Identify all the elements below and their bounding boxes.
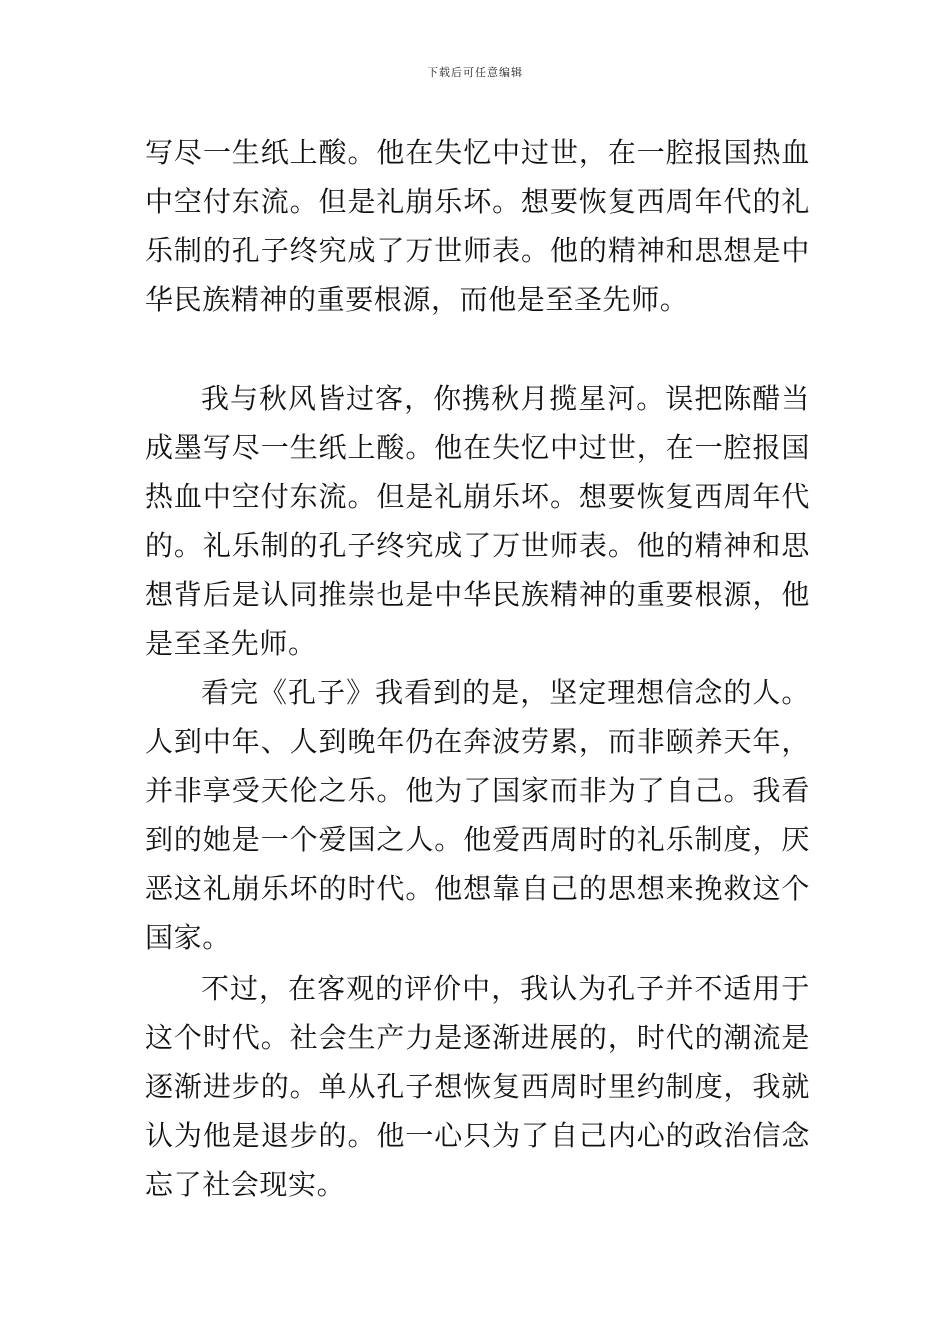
paragraph-2 <box>145 374 810 668</box>
page-header-note: 下载后可任意编辑 <box>427 66 523 79</box>
paragraph-2-text: 我与秋风皆过客，你携秋月揽星河。误把陈醋当成墨写尽一生纸上酸。他在失忆中过世，在一腔报国热血中空付东流。但是礼崩乐坏。想要恢复西周年代的。礼乐制的孔子终究成了万世师表。他的精神和思想背后是认同推崇也是中华民族精神的重要根源，他是至圣先师。 <box>145 382 810 660</box>
paragraph-3 <box>145 668 810 962</box>
paragraph-4-text: 不过，在客观的评价中，我认为孔子并不适用于这个时代。社会生产力是逐渐进展的，时代的潮流是逐渐进步的。单从孔子想恢复西周时里约制度，我就认为他是退步的。他一心只为了自己内心的政治信念忘了社会现实。 <box>145 972 810 1201</box>
paragraph-4 <box>145 964 810 1209</box>
paragraph-3-text: 看完《孔子》我看到的是，坚定理想信念的人。人到中年、人到晚年仍在奔波劳累，而非颐养天年，并非享受天伦之乐。他为了国家而非为了自己。我看到的她是一个爱国之人。他爱西周时的礼乐制度，厌恶这礼崩乐坏的时代。他想靠自己的思想来挽救这个国家。 <box>145 676 810 954</box>
paragraph-1 <box>145 128 810 324</box>
paragraph-1-text: 写尽一生纸上酸。他在失忆中过世，在一腔报国热血中空付东流。但是礼崩乐坏。想要恢复西周年代的礼乐制的孔子终究成了万世师表。他的精神和思想是中华民族精神的重要根源，而他是至圣先师。 <box>145 136 810 316</box>
